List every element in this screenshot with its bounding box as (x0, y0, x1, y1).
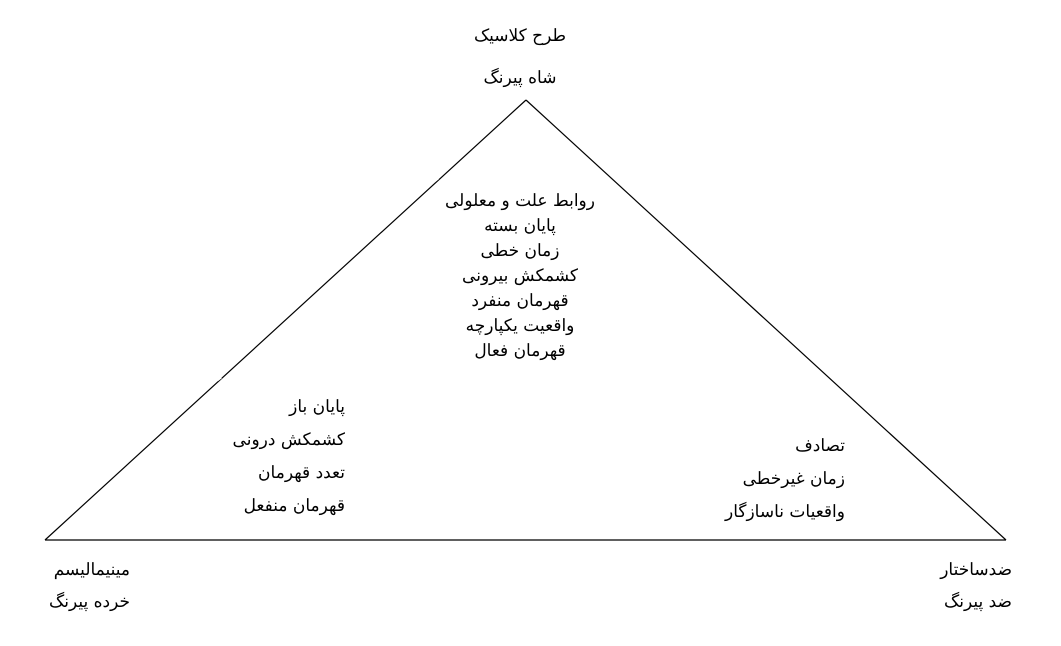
bottom-left-title: مینیمالیسم (53, 560, 130, 580)
list-item: کشمکش درونی (232, 430, 345, 450)
list-item: پایان باز (289, 397, 345, 417)
center-list (420, 189, 620, 364)
bottom-left-subtitle: خرده پیرنگ (49, 592, 130, 612)
bottom-right-subtitle: ضد پیرنگ (944, 592, 1012, 612)
list-item: زمان خطی (480, 241, 560, 261)
bottom-right-title: ضدساختار (940, 560, 1012, 580)
right-list (700, 430, 845, 529)
list-item: قهرمان منفعل (243, 496, 345, 516)
apex-subtitle: شاه پیرنگ (483, 68, 557, 88)
list-item: زمان غیرخطی (742, 469, 845, 489)
list-item: تصادف (795, 436, 845, 456)
list-item: روابط علت و معلولی (445, 191, 595, 211)
list-item: قهرمان فعال (474, 341, 566, 361)
list-item: قهرمان منفرد (471, 291, 569, 311)
left-list (150, 391, 345, 523)
list-item: پایان بسته (484, 216, 556, 236)
list-item: کشمکش بیرونی (462, 266, 578, 286)
list-item: واقعیات ناسازگار (724, 502, 845, 522)
apex-title: طرح کلاسیک (473, 26, 567, 46)
list-item: تعدد قهرمان (258, 463, 345, 483)
list-item: واقعیت یکپارچه (465, 316, 575, 336)
